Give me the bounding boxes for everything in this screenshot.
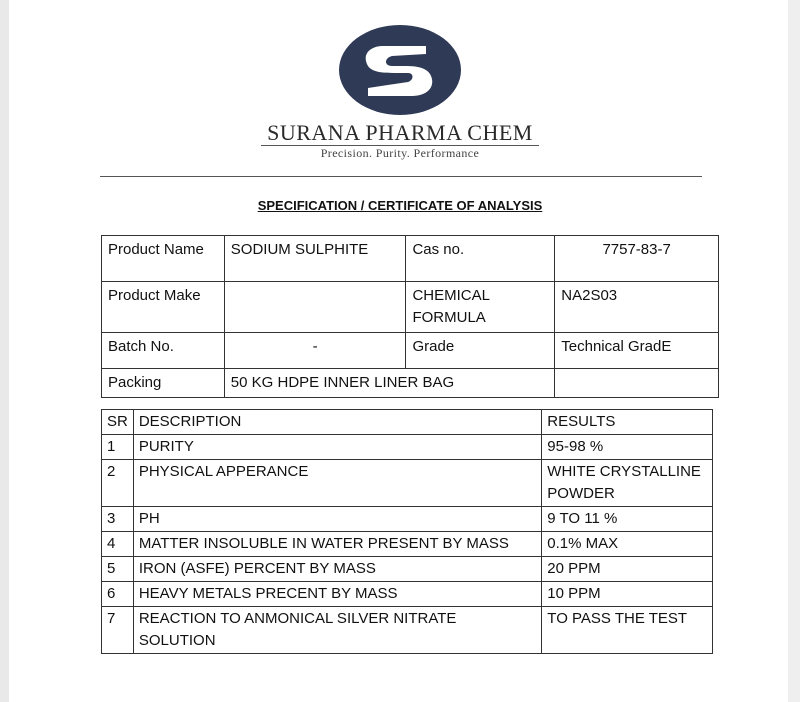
page-edge-left — [0, 0, 9, 702]
row-description: MATTER INSOLUBLE IN WATER PRESENT BY MASS — [133, 532, 541, 557]
row-result: 0.1% MAX — [542, 532, 713, 557]
row-sr: 5 — [102, 557, 134, 582]
row-sr: 7 — [102, 607, 134, 654]
company-logo — [338, 24, 462, 116]
header-divider — [100, 176, 702, 177]
table-row — [102, 582, 713, 607]
row-result: 10 PPM — [542, 582, 713, 607]
row-description: PH — [133, 507, 541, 532]
table-row — [102, 282, 719, 333]
row-description: PURITY — [133, 435, 541, 460]
specification-table — [101, 409, 713, 654]
product-info-value: SODIUM SULPHITE — [224, 236, 406, 282]
row-description: IRON (ASFE) PERCENT BY MASS — [133, 557, 541, 582]
product-info-value: 50 KG HDPE INNER LINER BAG — [224, 369, 554, 398]
row-result: WHITE CRYSTALLINE POWDER — [542, 460, 713, 507]
row-result: 20 PPM — [542, 557, 713, 582]
column-header-sr: SR — [102, 410, 134, 435]
row-result: TO PASS THE TEST — [542, 607, 713, 654]
product-info-label: Batch No. — [102, 333, 225, 369]
row-description: PHYSICAL APPERANCE — [133, 460, 541, 507]
product-info-label: CHEMICAL FORMULA — [406, 282, 555, 333]
product-info-label: Cas no. — [406, 236, 555, 282]
table-row — [102, 236, 719, 282]
row-sr: 4 — [102, 532, 134, 557]
product-info-table — [101, 235, 719, 398]
row-description: REACTION TO ANMONICAL SILVER NITRATE SOLUTION — [133, 607, 541, 654]
column-header-description: DESCRIPTION — [133, 410, 541, 435]
row-sr: 3 — [102, 507, 134, 532]
product-info-value: NA2S03 — [555, 282, 719, 333]
page-edge-right — [788, 0, 800, 702]
product-info-label: Packing — [102, 369, 225, 398]
row-result: 95-98 % — [542, 435, 713, 460]
table-row — [102, 507, 713, 532]
company-name: SURANA PHARMA CHEM — [267, 120, 533, 145]
table-row — [102, 369, 719, 398]
row-result: 9 TO 11 % — [542, 507, 713, 532]
column-header-results: RESULTS — [542, 410, 713, 435]
table-row — [102, 460, 713, 507]
product-info-value — [555, 369, 719, 398]
table-row — [102, 333, 719, 369]
document-title: SPECIFICATION / CERTIFICATE OF ANALYSIS — [257, 198, 543, 213]
table-row — [102, 435, 713, 460]
row-description: HEAVY METALS PRECENT BY MASS — [133, 582, 541, 607]
table-row — [102, 607, 713, 654]
logo-s-mark — [366, 46, 433, 96]
product-info-label: Product Name — [102, 236, 225, 282]
table-row — [102, 532, 713, 557]
product-info-value: 7757-83-7 — [555, 236, 719, 282]
product-info-value: - — [224, 333, 406, 369]
company-tagline: Precision. Purity. Performance — [320, 146, 480, 160]
row-sr: 2 — [102, 460, 134, 507]
product-info-value: Technical GradE — [555, 333, 719, 369]
table-row — [102, 557, 713, 582]
product-info-value — [224, 282, 406, 333]
product-info-label: Grade — [406, 333, 555, 369]
table-header-row — [102, 410, 713, 435]
row-sr: 6 — [102, 582, 134, 607]
product-info-label: Product Make — [102, 282, 225, 333]
row-sr: 1 — [102, 435, 134, 460]
